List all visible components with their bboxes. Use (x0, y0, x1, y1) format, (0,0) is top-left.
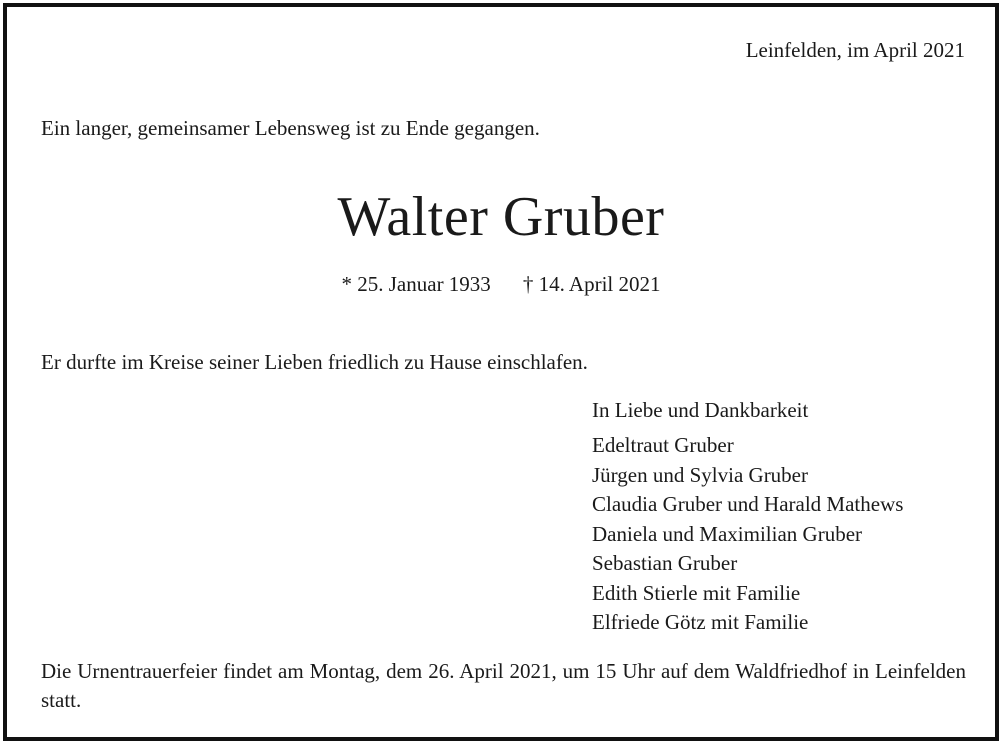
closing-phrase: In Liebe und Dankbarkeit (592, 398, 809, 422)
ceremony-announcement: Die Urnentrauerfeier findet am Montag, dem 26. April 2021, um 15 Uhr auf dem Waldfriedhof in Leinfelden statt. (41, 659, 966, 712)
passing-line: Er durfte im Kreise seiner Lieben friedlich zu Hause einschlafen. (41, 350, 588, 374)
death-date: † 14. April 2021 (522, 272, 661, 296)
birth-date: * 25. Januar 1933 (341, 272, 491, 296)
mourner-name: Jürgen und Sylvia Gruber (592, 462, 808, 487)
mourner-name: Sebastian Gruber (592, 551, 738, 575)
mourners-block (592, 397, 903, 638)
mourner-name: Daniela und Maximilian Gruber (592, 521, 863, 546)
mourner-name: Claudia Gruber und Harald Mathews (592, 492, 904, 516)
place-and-date: Leinfelden, im April 2021 (745, 38, 965, 62)
life-dates (7, 271, 995, 297)
intro-line: Ein langer, gemeinsamer Lebensweg ist zu Ende gegangen. (41, 116, 540, 140)
mourners-list (592, 431, 903, 638)
obituary-notice (3, 3, 999, 741)
mourner-name: Edeltraut Gruber (592, 433, 734, 457)
mourner-name: Edith Stierle mit Familie (592, 580, 801, 605)
mourner-name: Elfriede Götz mit Familie (592, 610, 809, 634)
deceased-name: Walter Gruber (337, 186, 665, 248)
